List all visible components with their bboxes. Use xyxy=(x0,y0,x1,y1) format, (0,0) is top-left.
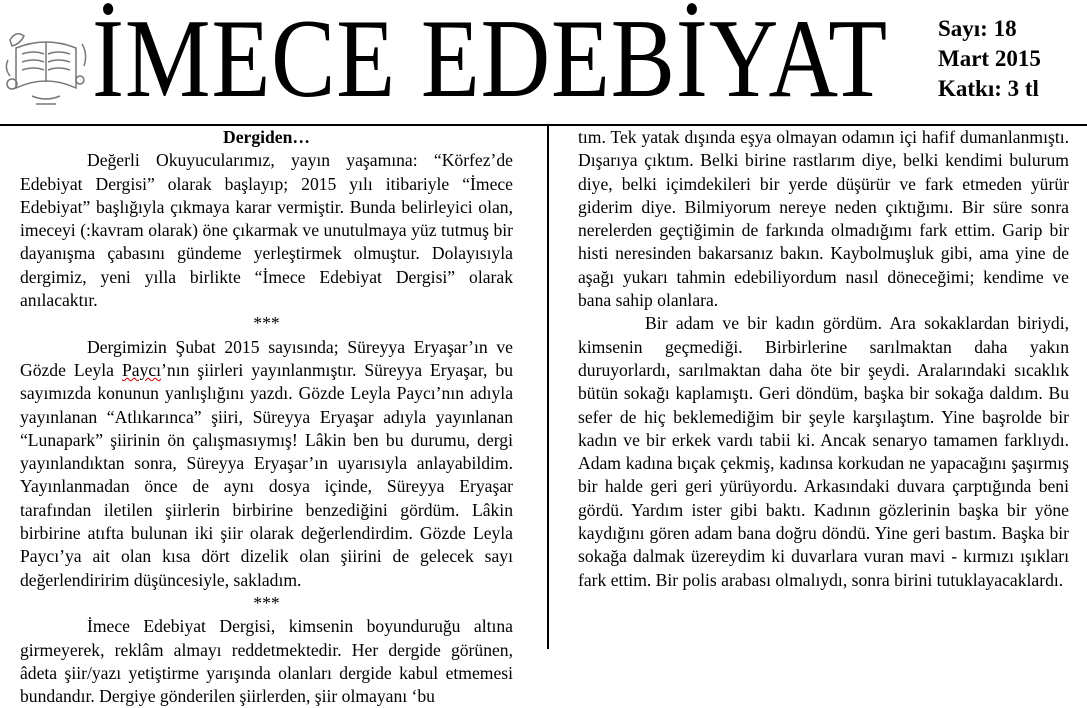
masthead xyxy=(0,0,1087,124)
issue-price: Katkı: 3 tl xyxy=(938,76,1039,101)
editorial-paragraph-2 xyxy=(20,336,513,592)
editorial-paragraph-1: Değerli Okuyucularımız, yayın yaşamına: “Körfez’de Edebiyat Dergisi” olarak başlayıp; 2015 yılı itibariyle “İmece Edebiyat” başlığıyla çıkmaya karar vermiştir. Bunda belirleyici olan, imeceyi (:kavram olarak) öne çıkarmak ve unutulmaya yüz tutmuş bir dayanışma çabasını gündeme yerleştirmek olmuştur. Dolayısıyla dergimiz, yeni yılla birlikte “İmece Edebiyat Dergisi” olarak anılacaktır. xyxy=(20,150,513,311)
open-book-tree-icon xyxy=(2,10,90,110)
section-heading: Dergiden… xyxy=(223,127,310,147)
left-column xyxy=(20,126,513,708)
paragraph-text: ’nın şiirleri yayınlanmıştır. Süreyya Eryaşar, bu sayımızda konunun yanlışlığını yazdı. Gözde Leyla Paycı’nın adıyla yayınlanan “Atlıkarınca” şiiri, Süreyya Eryaşar adıyla yayınlanan “Lunapark” şiirinin ön çalışmasıymış! Lâkin ben bu durumu, dergi yayınlandıktan sonra, Süreyya Eryaşar’ın uyarısıyla anlayabildim. Yayınlanmadan önce de aynı dosya içinde, Süreyya Eryaşar tarafından iletilen şiirlerin birbirine benzediğini gördüm. Lâkin birbirine atıfta bulunan iki şiir olarak değerlendirdim. Gözde Leyla Paycı’ya ait olan kısa dört dizelik olan şiirini de gelecek sayı değerlendiririm düşüncesiyle, sakladım. xyxy=(20,359,513,590)
issue-number: Sayı: 18 xyxy=(938,16,1017,41)
section-separator: *** xyxy=(253,592,280,613)
spellcheck-underlined-word: Paycı xyxy=(121,359,162,380)
issue-info xyxy=(938,14,1041,104)
story-paragraph-2: Bir adam ve bir kadın gördüm. Ara sokaklardan biriydi, kimsenin geçmediği. Birbirlerine sarılmaktan daha yakın duruyorlardı, sarılmaktan daha öte bir şeydi. Aralarındaki sıcaklık bütün sokağı kaplamıştı. Geri döndüm, başka bir sokağa daldım. Bu sefer de hiç beklemediğim bir şeyle karşılaştım. Yine başrolde bir kadın ve bir erkek vardı tabii ki. Ancak senaryo tamamen farklıydı. Adam kadına bıçak çekmiş, kadınsa korkudan ne yapacağını şaşırmış bir halde geri geri yürüyordu. Arkasındaki duvara çarptığında beni gördü. Yardım ister gibi baktı. Kadının gözlerinin başka bir yöne kaydığını gören adam bana doğru döndü. Yine geri bastım. Başka bir sokağa dalmak üzereydim ki duvarlara vuran mavi - kırmızı ışıkları fark ettim. Bir polis arabası olmalıydı, sonra birini tutuklayacaklardı. xyxy=(578,313,1069,590)
editorial-paragraph-3: İmece Edebiyat Dergisi, kimsenin boyunduruğu altına girmeyerek, reklâm almayı reddetmektedir. Her dergide görünen, âdeta şiir/yazı yetiştirme yarışında olanları dergide kabul etmemesi bundandır. Dergiye gönderilen şiirlerden, şiir olmayanı ‘bu xyxy=(20,616,513,707)
right-column xyxy=(578,126,1069,592)
issue-date: Mart 2015 xyxy=(938,46,1041,71)
section-separator: *** xyxy=(253,313,280,334)
story-paragraph-1: tım. Tek yatak dışında eşya olmayan odamın içi hafif dumanlanmıştı. Dışarıya çıktım. Belki birine rastlarım diye, belki kendimi bulurum diye, belki içimdekileri bir yerde düşürür ve fark etmeden yürür giderim diye. Bilmiyorum nereye neden çıktığımı. Bir süre sonra nerelerden geçtiğimin de farkında olmadığımı fark ettim. Garip bir histi neresinden bakarsanız bakın. Kaybolmuşluk gibi, ama yine de aşağı yukarı tahmin edebiliyordum nasıl döneceğimi; kendime ve bana sahip olanlara. xyxy=(578,127,1069,311)
column-divider xyxy=(547,126,549,649)
paragraph-text: Dergimizin Şubat 2015 sayısında; Süreyya Eryaşar’ın ve Gözde Leyla xyxy=(20,336,513,380)
magazine-title: İMECE EDEBİYAT xyxy=(92,0,888,121)
